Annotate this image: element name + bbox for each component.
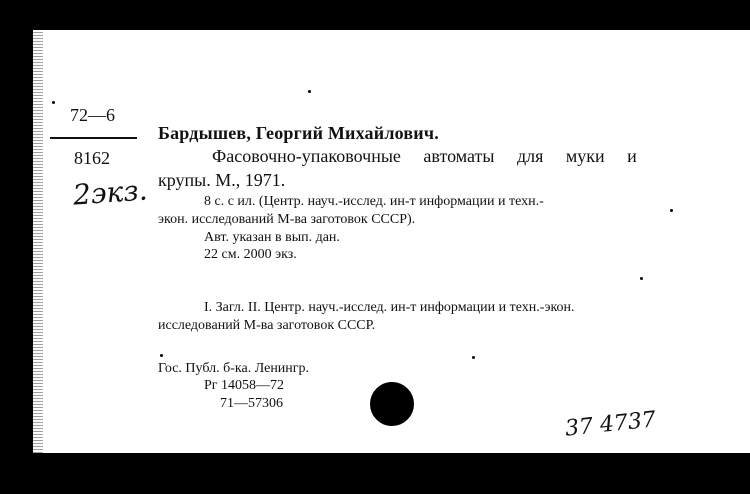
speck (160, 354, 163, 357)
author-note: Авт. указан в вып. дан. (204, 230, 340, 245)
format-line: 22 см. 2000 экз. (204, 247, 297, 262)
publisher-line: экон. исследований М-ва заготовок СССР). (158, 212, 416, 227)
author-heading: Бардышев, Георгий Михайлович. (158, 123, 439, 143)
speck (670, 209, 673, 212)
library-line: Гос. Публ. б-ка. Ленингр. (158, 361, 310, 376)
card-number: 71—57306 (220, 396, 283, 411)
card-edge-texture (33, 30, 43, 453)
title-line-2: крупы. М., 1971. (158, 170, 286, 190)
speck (308, 90, 311, 93)
scan-border-left (0, 0, 33, 494)
title-line-1: Фасовочно-упаковочные автоматы для муки и (212, 146, 637, 166)
ink-stamp (370, 382, 414, 426)
speck (472, 356, 475, 359)
handwritten-inventory-number: 37 4737 (563, 407, 658, 442)
index-line-1: I. Загл. II. Центр. науч.-исслед. ин-т информации и техн.-экон. (204, 300, 575, 315)
speck (640, 277, 643, 280)
index-line-2: исследований М-ва заготовок СССР. (158, 318, 376, 333)
call-number-divider (50, 137, 137, 139)
speck (52, 101, 55, 104)
call-number-bottom: 8162 (74, 148, 110, 168)
scan-border-bottom (33, 453, 750, 494)
registration-number: Рг 14058—72 (204, 378, 285, 393)
pages-line: 8 с. с ил. (Центр. науч.-исслед. ин-т информации и техн.- (204, 194, 544, 209)
call-number-top: 72—6 (70, 105, 115, 125)
handwritten-copies-note: 2экз. (71, 173, 149, 212)
